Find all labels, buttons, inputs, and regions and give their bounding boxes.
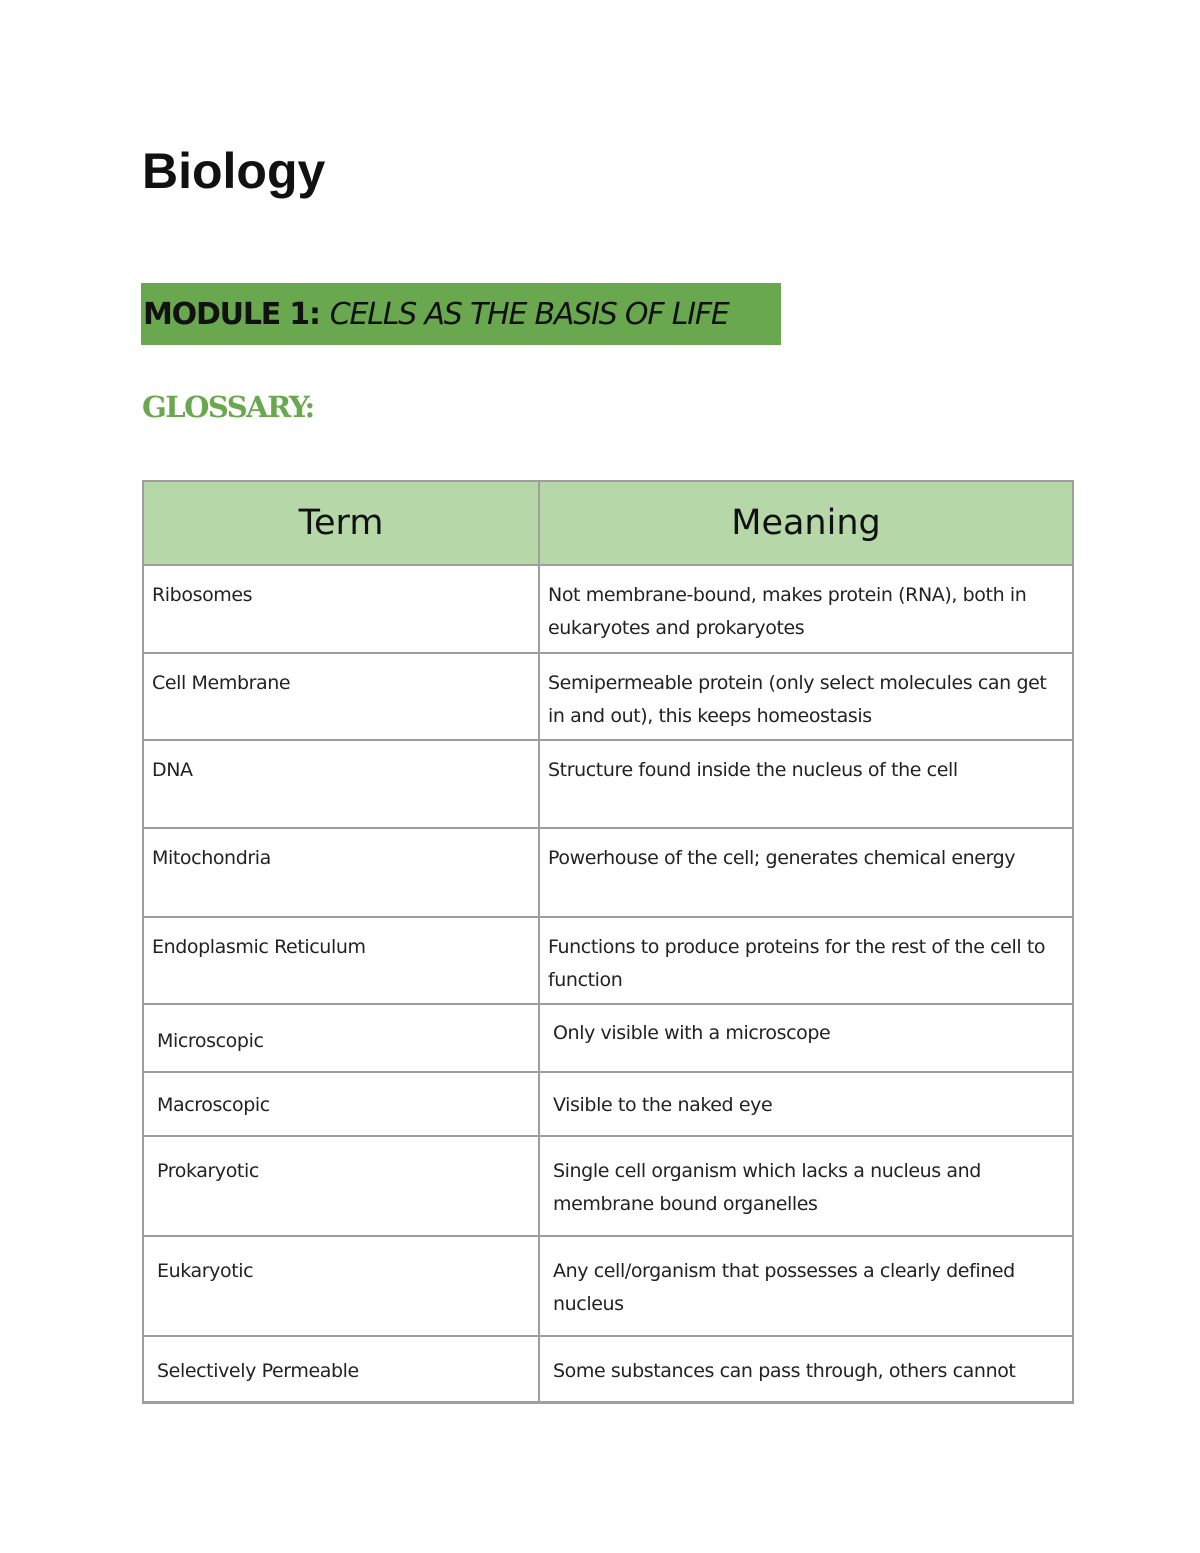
module-banner — [141, 283, 781, 345]
module-label: MODULE 1: — [143, 296, 320, 332]
meaning-cell: Single cell organism which lacks a nucleus and membrane bound organelles — [539, 1136, 1073, 1236]
term-cell: Macroscopic — [143, 1072, 539, 1136]
meaning-cell: Only visible with a microscope — [539, 1004, 1073, 1072]
meaning-cell: Structure found inside the nucleus of the cell — [539, 740, 1073, 828]
table-row — [143, 740, 1073, 828]
meaning-cell: Powerhouse of the cell; generates chemical energy — [539, 828, 1073, 917]
module-subtitle: CELLS AS THE BASIS OF LIFE — [329, 296, 729, 332]
term-cell: Eukaryotic — [143, 1236, 539, 1336]
glossary-table — [142, 480, 1074, 1404]
table-header-row — [143, 481, 1073, 565]
document-title: Biology — [142, 143, 326, 199]
column-header-term: Term — [143, 481, 539, 565]
term-cell: Cell Membrane — [143, 653, 539, 740]
term-cell: Microscopic — [143, 1004, 539, 1072]
term-cell: Mitochondria — [143, 828, 539, 917]
table-row — [143, 1136, 1073, 1236]
meaning-cell: Visible to the naked eye — [539, 1072, 1073, 1136]
term-cell: Ribosomes — [143, 565, 539, 653]
term-cell: Endoplasmic Reticulum — [143, 917, 539, 1004]
meaning-cell: Any cell/organism that possesses a clearly defined nucleus — [539, 1236, 1073, 1336]
table-row — [143, 1004, 1073, 1072]
meaning-cell: Some substances can pass through, others cannot — [539, 1336, 1073, 1402]
table-row — [143, 828, 1073, 917]
column-header-meaning: Meaning — [539, 481, 1073, 565]
table-row — [143, 653, 1073, 740]
table-row — [143, 1236, 1073, 1336]
table-row — [143, 1336, 1073, 1402]
meaning-cell: Functions to produce proteins for the rest of the cell to function — [539, 917, 1073, 1004]
term-cell: DNA — [143, 740, 539, 828]
table-row — [143, 565, 1073, 653]
meaning-cell: Not membrane-bound, makes protein (RNA), both in eukaryotes and prokaryotes — [539, 565, 1073, 653]
meaning-cell: Semipermeable protein (only select molecules can get in and out), this keeps homeostasis — [539, 653, 1073, 740]
term-cell: Selectively Permeable — [143, 1336, 539, 1402]
term-cell: Prokaryotic — [143, 1136, 539, 1236]
table-row — [143, 917, 1073, 1004]
table-row — [143, 1072, 1073, 1136]
glossary-heading: GLOSSARY: — [142, 390, 314, 424]
